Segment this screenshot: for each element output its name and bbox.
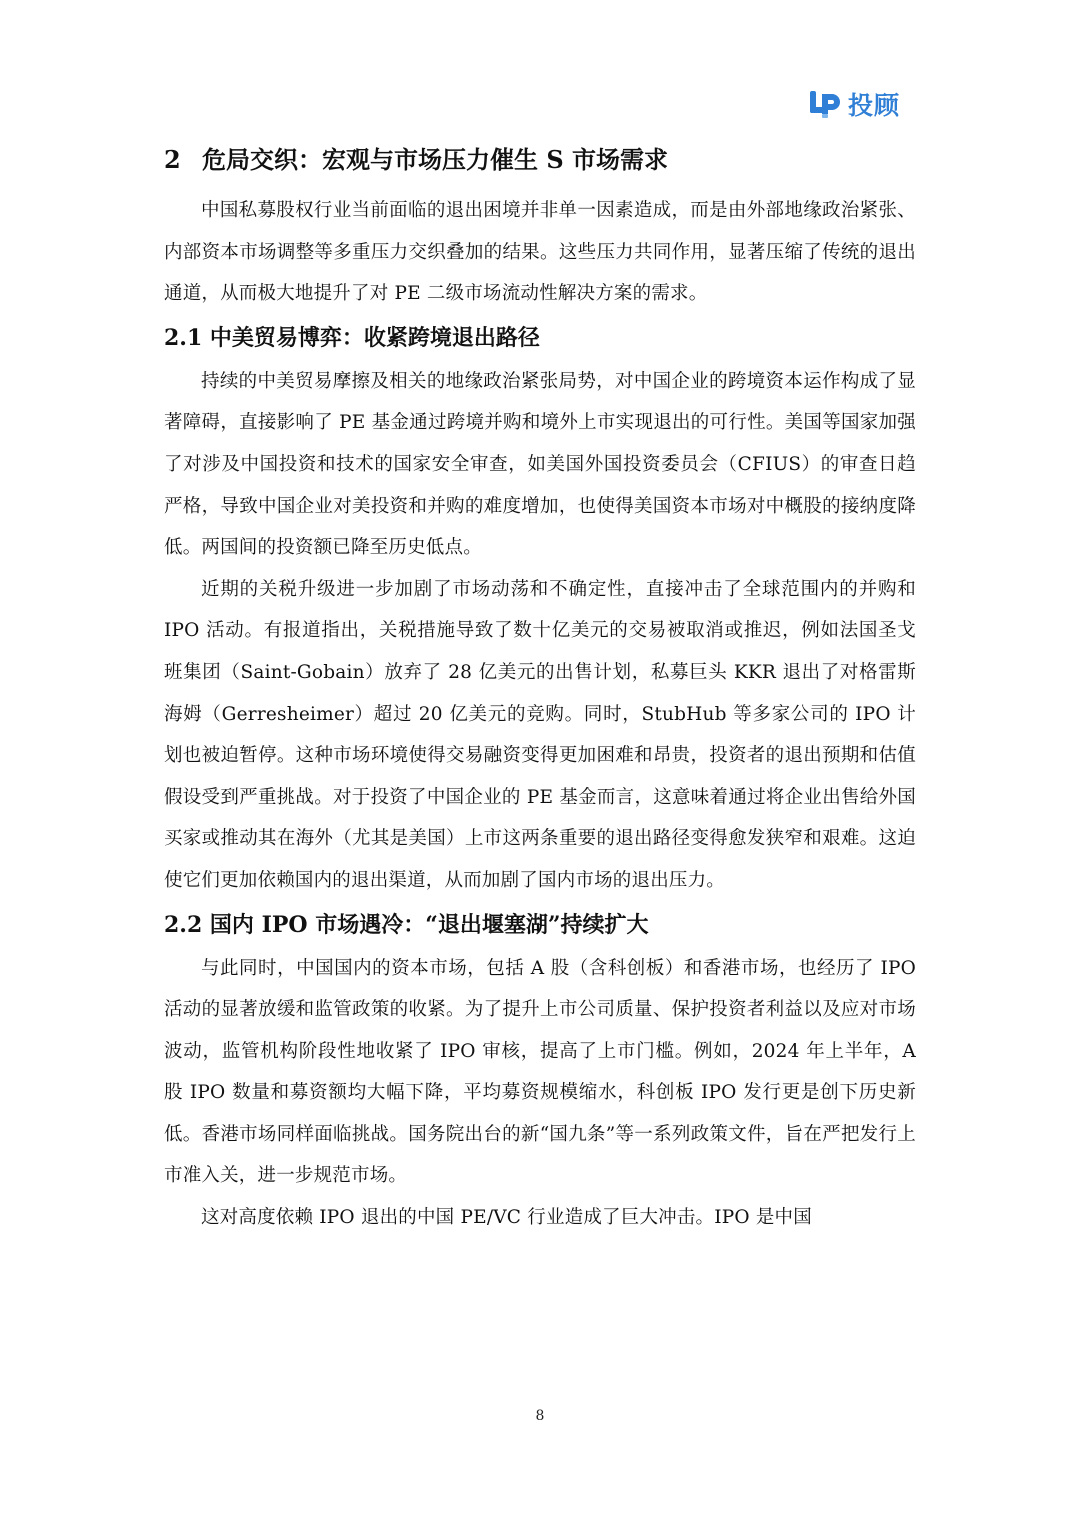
page-number: 8 xyxy=(535,1408,545,1424)
section-number: 2 xyxy=(164,145,181,174)
document-body xyxy=(164,138,916,1239)
paragraph: 与此同时，中国国内的资本市场，包括 A 股（含科创板）和香港市场，也经历了 IPO 活动的显著放缓和监管政策的收紧。为了提升上市公司质量、保护投资者利益以及应对市场波动，监管机构阶段性地收紧了 IPO 审核，提高了上市门槛。例如，2024 年上半年，A 股 IPO 数量和募资额均大幅下降，平均募资规模缩水，科创板 IPO 发行更是创下历史新低。香港市场同样面临挑战。国务院出台的新“国九条”等一系列政策文件，旨在严把发行上市准入关，进一步规范市场。 xyxy=(164,957,916,1187)
brand-lp-logo-icon xyxy=(808,88,844,120)
logo-text: 投顾 xyxy=(848,91,901,120)
section-heading xyxy=(164,138,916,182)
subsection-heading-2-2: 2.2 国内 IPO 市场遇冷：“退出堰塞湖”持续扩大 xyxy=(164,911,649,938)
subsection-heading-2-1: 2.1 中美贸易博弈：收紧跨境退出路径 xyxy=(164,324,540,351)
paragraph: 持续的中美贸易摩擦及相关的地缘政治紧张局势，对中国企业的跨境资本运作构成了显著障碍，直接影响了 PE 基金通过跨境并购和境外上市实现退出的可行性。美国等国家加强了对涉及中国投资和技术的国家安全审查，如美国外国投资委员会（CFIUS）的审查日趋严格，导致中国企业对美投资和并购的难度增加，也使得美国资本市场对中概股的接纳度降低。两国间的投资额已降至历史低点。 xyxy=(164,370,916,559)
paragraph: 近期的关税升级进一步加剧了市场动荡和不确定性，直接冲击了全球范围内的并购和 IPO 活动。有报道指出，关税措施导致了数十亿美元的交易被取消或推迟，例如法国圣戈班集团（Saint-Gobain）放弃了 28 亿美元的出售计划，私募巨头 KKR 退出了对格雷斯海姆（Gerresheimer）超过 20 亿美元的竞购。同时，StubHub 等多家公司的 IPO 计划也被迫暂停。这种市场环境使得交易融资变得更加困难和昂贵，投资者的退出预期和估值假设受到严重挑战。对于投资了中国企业的 PE 基金而言，这意味着通过将企业出售给外国买家或推动其在海外（尤其是美国）上市这两条重要的退出路径变得愈发狭窄和艰难。这迫使它们更加依赖国内的退出渠道，从而加剧了国内市场的退出压力。 xyxy=(164,578,916,891)
brand-logo xyxy=(808,84,900,124)
section-intro-paragraph: 中国私募股权行业当前面临的退出困境并非单一因素造成，而是由外部地缘政治紧张、内部资本市场调整等多重压力交织叠加的结果。这些压力共同作用，显著压缩了传统的退出通道，从而极大地提升了对 PE 二级市场流动性解决方案的需求。 xyxy=(164,200,916,305)
paragraph: 这对高度依赖 IPO 退出的中国 PE/VC 行业造成了巨大冲击。IPO 是中国 xyxy=(201,1207,812,1229)
section-title: 危局交织：宏观与市场压力催生 S 市场需求 xyxy=(202,145,669,174)
